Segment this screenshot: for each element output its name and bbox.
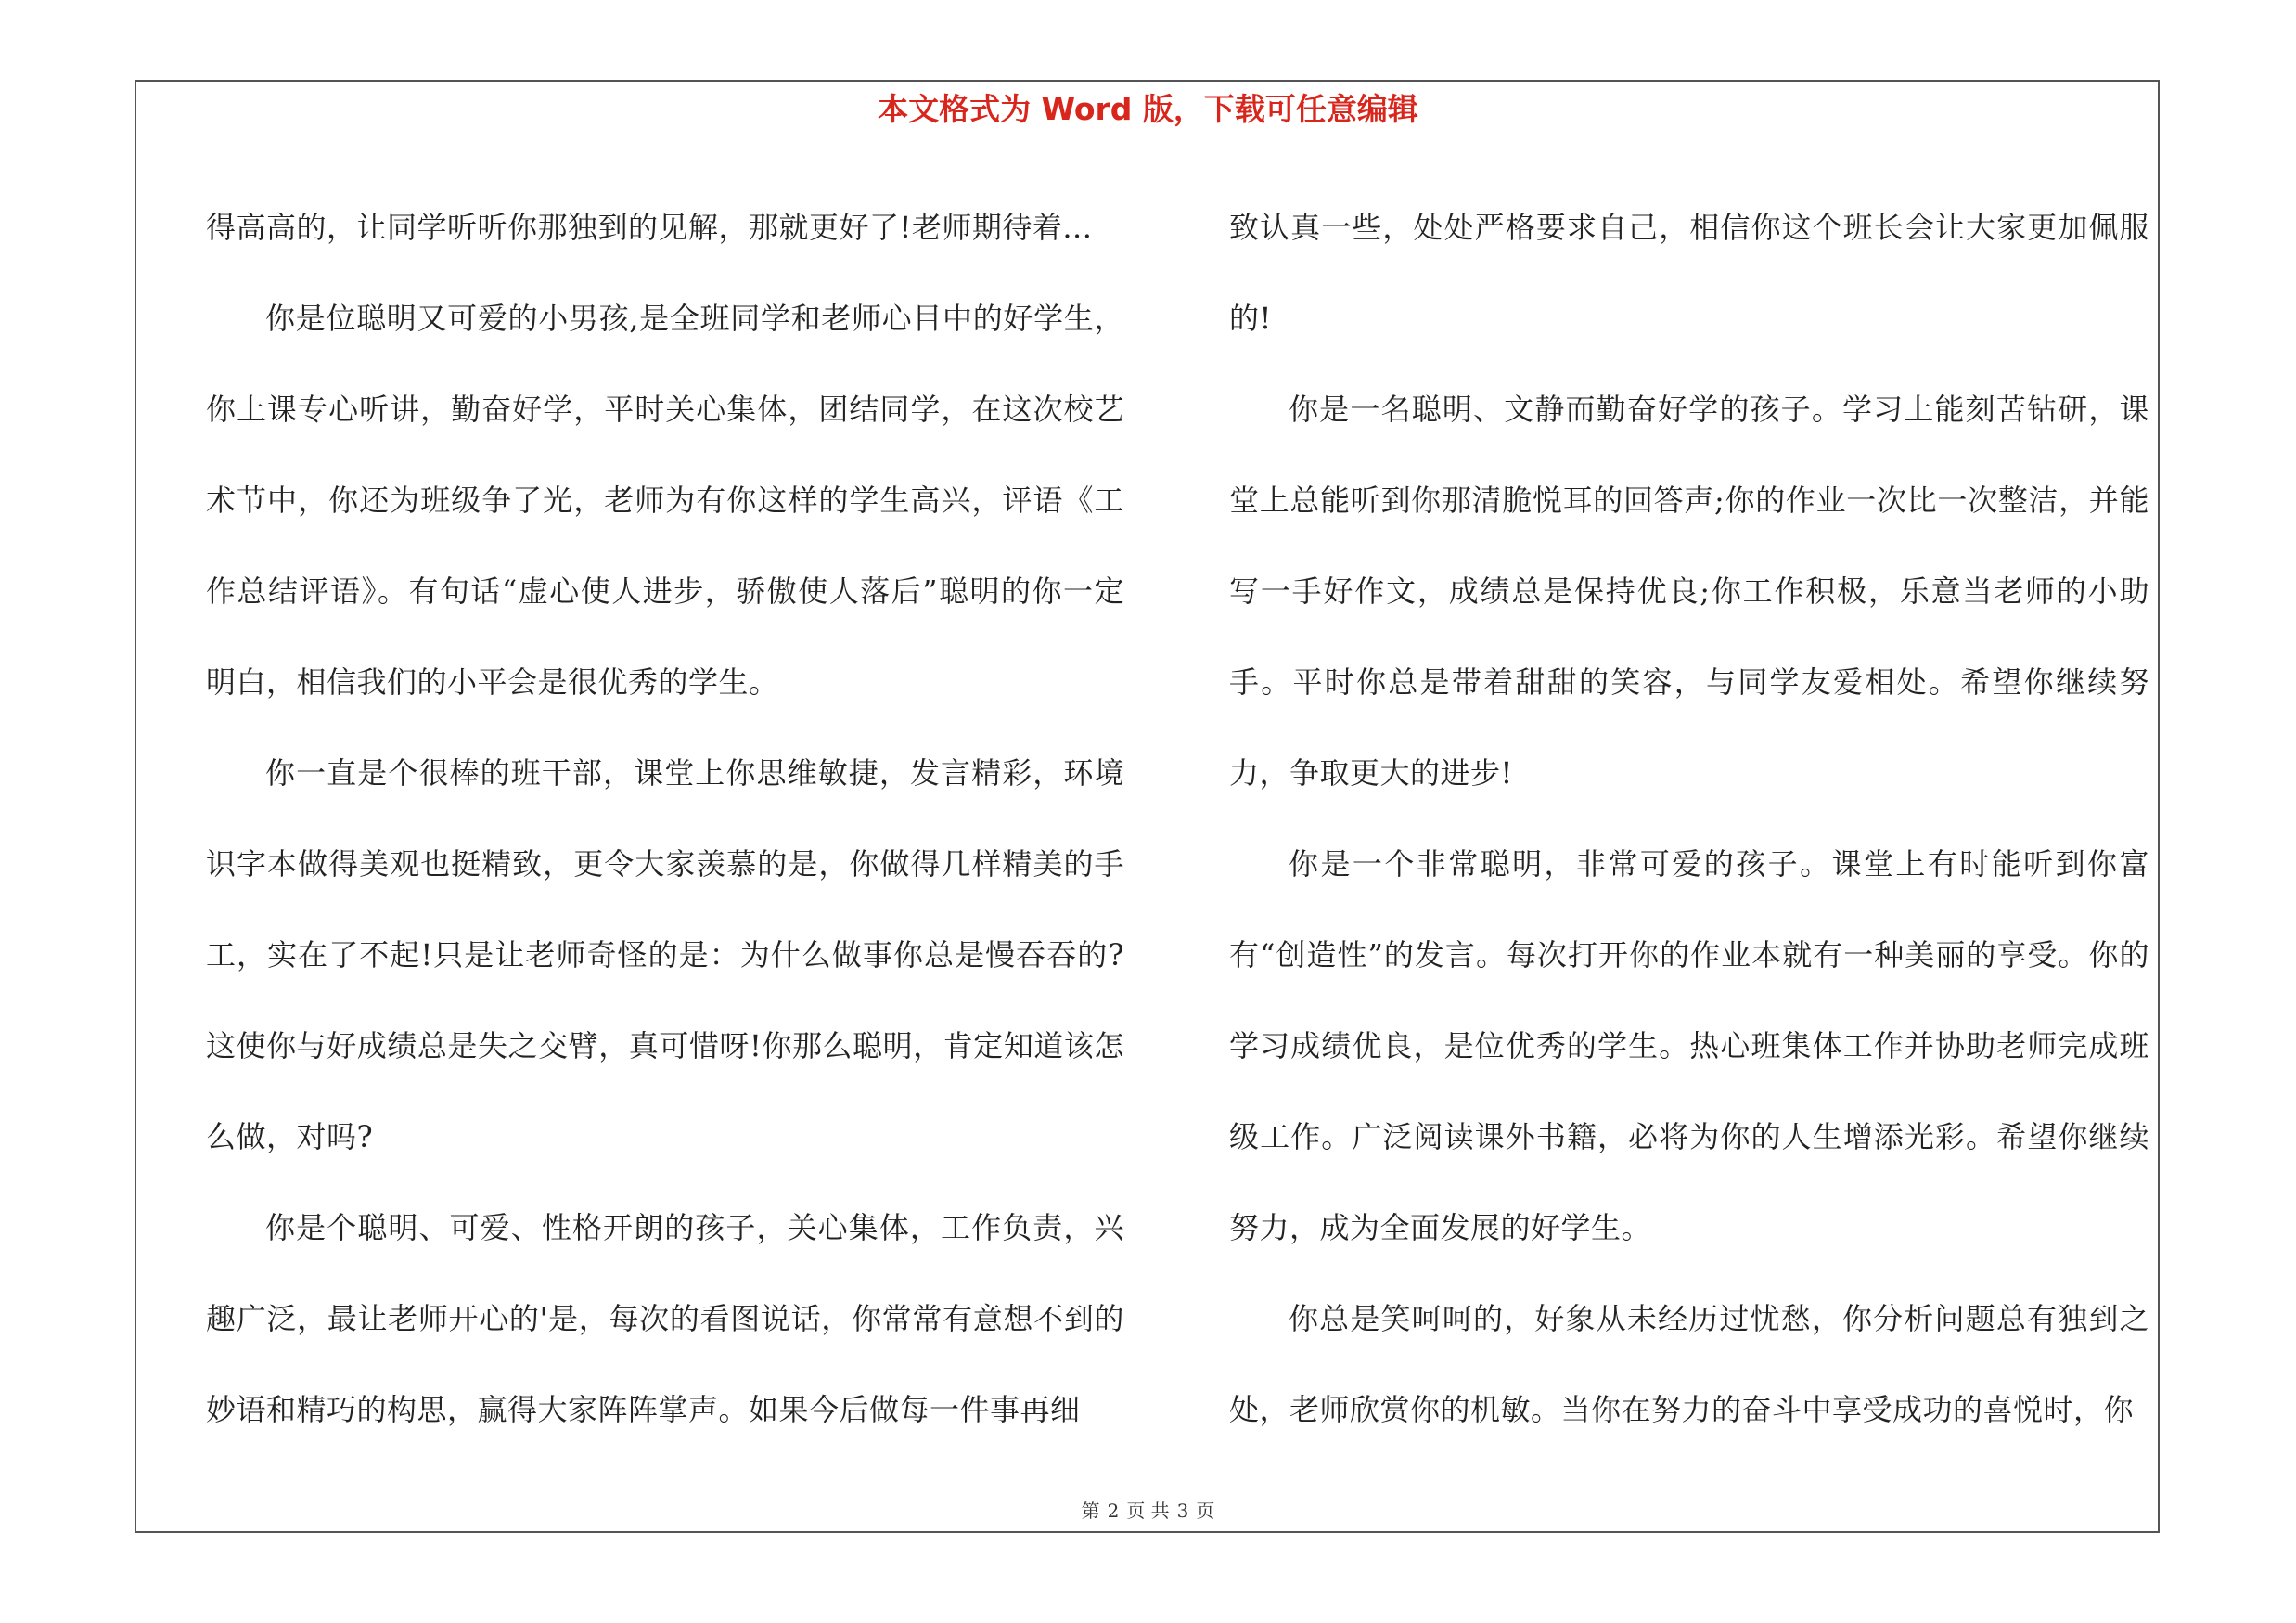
footer-prefix: 第 [1081, 1500, 1100, 1522]
paragraph: 你总是笑呵呵的，好象从未经历过忧愁，你分析问题总有独到之处，老师欣赏你的机敏。当你在努力的奋斗中享受成功的喜悦时，你 [1229, 1301, 2149, 1427]
paragraph: 你一直是个很棒的班干部，课堂上你思维敏捷，发言精彩，环境识字本做得美观也挺精致，更令大家羡慕的是，你做得几样精美的手工，实在了不起!只是让老师奇怪的是：为什么做事你总是慢吞吞的?这使你与好成绩总是失之交臂，真可惜呀!你那么聪明，肯定知道该怎么做，对吗? [206, 755, 1124, 1154]
footer-middle: 页 共 [1126, 1500, 1170, 1522]
paragraph: 你是一名聪明、文静而勤奋好学的孩子。学习上能刻苦钻研，课堂上总能听到你那清脆悦耳的回答声;你的作业一次比一次整洁，并能写一手好作文，成绩总是保持优良;你工作积极，乐意当老师的小助手。平时你总是带着甜甜的笑容，与同学友爱相处。希望你继续努力，争取更大的进步! [1229, 392, 2149, 791]
paragraph: 得高高的，让同学听听你那独到的见解，那就更好了!老师期待着... [206, 210, 1093, 245]
page-total: 3 [1176, 1500, 1189, 1522]
page-number: 2 [1107, 1500, 1120, 1522]
right-column [1229, 182, 2149, 1455]
footer-suffix: 页 [1196, 1500, 1215, 1522]
paragraph: 致认真一些，处处严格要求自己，相信你这个班长会让大家更加佩服的! [1229, 210, 2149, 336]
paragraph: 你是一个非常聪明，非常可爱的孩子。课堂上有时能听到你富有“创造性”的发言。每次打开你的作业本就有一种美丽的享受。你的学习成绩优良，是位优秀的学生。热心班集体工作并协助老师完成班级工作。广泛阅读课外书籍，必将为你的人生增添光彩。希望你继续努力，成为全面发展的好学生。 [1229, 846, 2149, 1245]
page-footer [0, 1496, 2296, 1523]
paragraph: 你是位聪明又可爱的小男孩,是全班同学和老师心目中的好学生，你上课专心听讲，勤奋好学，平时关心集体，团结同学，在这次校艺术节中，你还为班级争了光，老师为有你这样的学生高兴，评语《工作总结评语》。有句话“虚心使人进步，骄傲使人落后”聪明的你一定明白，相信我们的小平会是很优秀的学生。 [206, 301, 1124, 700]
paragraph: 你是个聪明、可爱、性格开朗的孩子，关心集体，工作负责，兴趣广泛，最让老师开心的'是，每次的看图说话，你常常有意想不到的妙语和精巧的构思，赢得大家阵阵掌声。如果今后做每一件事再细 [206, 1210, 1124, 1427]
word-format-banner: 本文格式为 Word 版，下载可任意编辑 [878, 91, 1418, 127]
left-column [206, 182, 1124, 1455]
